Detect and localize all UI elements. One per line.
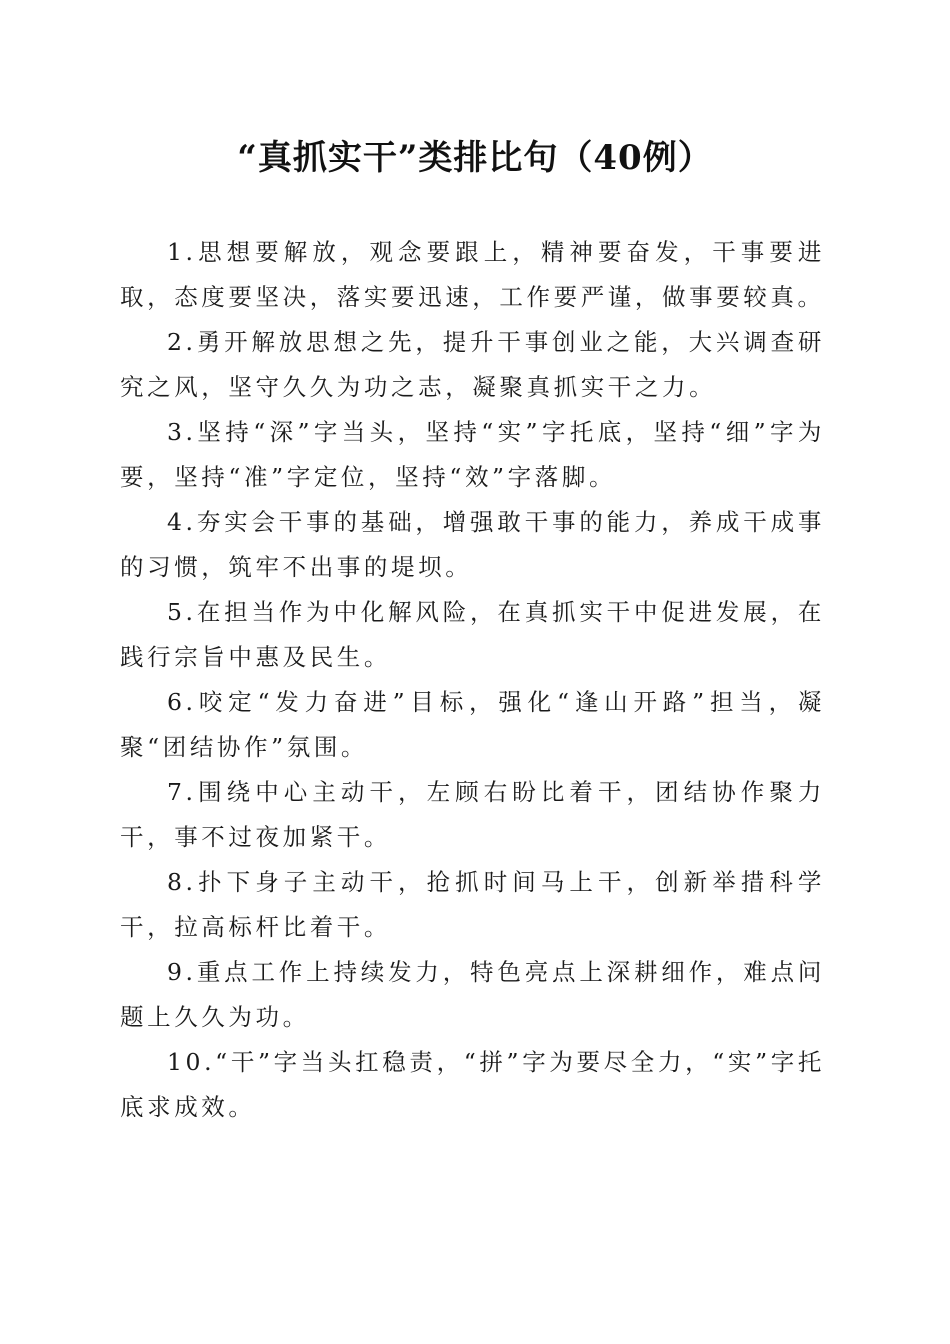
- paragraph-9: 9.重点工作上持续发力，特色亮点上深耕细作，难点问题上久久为功。: [120, 958, 825, 1031]
- document-title: “真抓实干”类排比句（40例）: [237, 138, 713, 178]
- document-body: [120, 230, 825, 1130]
- paragraph-10: 10.“干”字当头扛稳责，“拼”字为要尽全力，“实”字托底求成效。: [120, 1048, 825, 1121]
- paragraph-3: 3.坚持“深”字当头，坚持“实”字托底，坚持“细”字为要，坚持“准”字定位，坚持“效”字落脚。: [120, 418, 825, 491]
- paragraph-8: 8.扑下身子主动干，抢抓时间马上干，创新举措科学干，拉高标杆比着干。: [120, 868, 825, 941]
- paragraph-5: 5.在担当作为中化解风险，在真抓实干中促进发展，在践行宗旨中惠及民生。: [120, 598, 825, 671]
- paragraph-6: 6.咬定“发力奋进”目标，强化“逢山开路”担当，凝聚“团结协作”氛围。: [120, 688, 825, 761]
- paragraph-1: 1.思想要解放，观念要跟上，精神要奋发，干事要进取，态度要坚决，落实要迅速，工作要严谨，做事要较真。: [120, 238, 825, 311]
- paragraph-4: 4.夯实会干事的基础，增强敢干事的能力，养成干成事的习惯，筑牢不出事的堤坝。: [120, 508, 825, 581]
- paragraph-7: 7.围绕中心主动干，左顾右盼比着干，团结协作聚力干，事不过夜加紧干。: [120, 778, 825, 851]
- paragraph-2: 2.勇开解放思想之先，提升干事创业之能，大兴调查研究之风，坚守久久为功之志，凝聚真抓实干之力。: [120, 328, 825, 401]
